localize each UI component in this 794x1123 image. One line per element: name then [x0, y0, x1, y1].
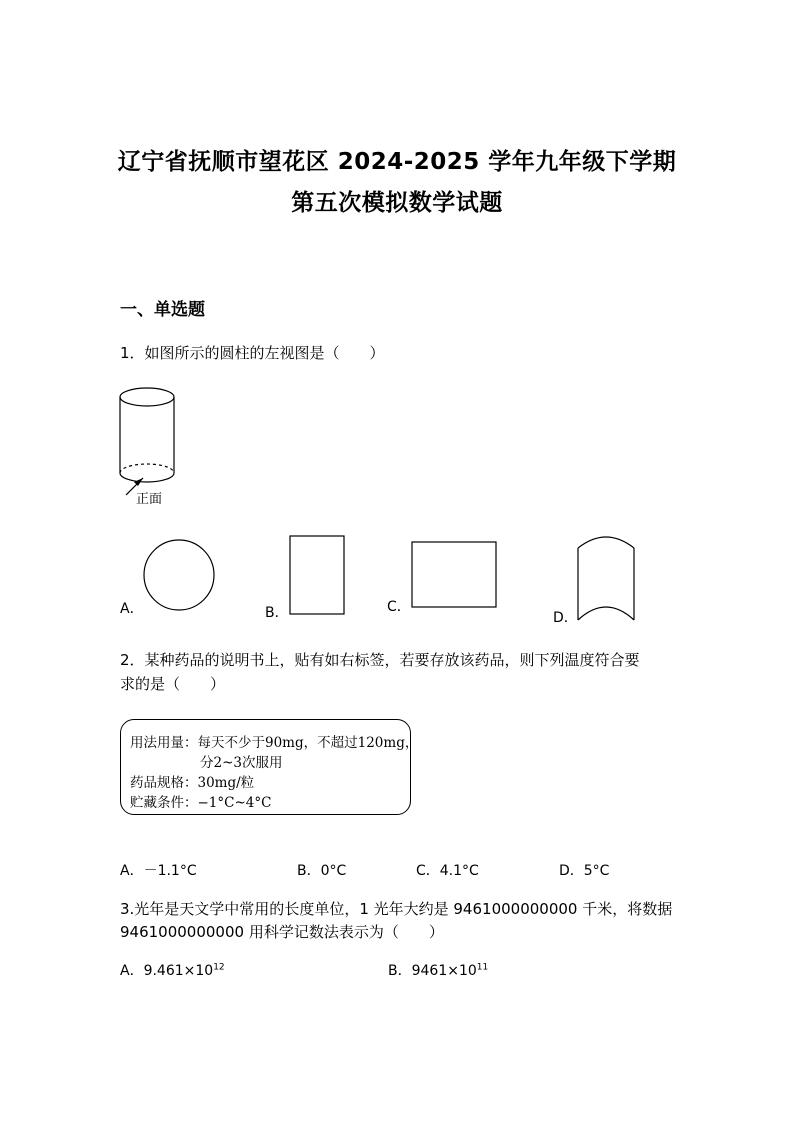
- q2-option-c[interactable]: C．4.1°C: [416, 863, 479, 879]
- q1-option-c-rectangle: [411, 541, 499, 609]
- q1-option-b-label[interactable]: B．: [265, 605, 289, 621]
- q1-option-d-shape: [575, 528, 639, 624]
- q3-option-b-base: B．9461×10: [388, 963, 477, 979]
- q1-option-a-circle: [142, 538, 218, 614]
- question-2-text-line1: 2．某种药品的说明书上，贴有如右标签，若要存放该药品，则下列温度符合要: [120, 651, 640, 669]
- page-title-line1: 辽宁省抚顺市望花区 2024-2025 学年九年级下学期: [117, 149, 677, 175]
- section-heading: 一、单选题: [120, 300, 205, 320]
- q3-option-b[interactable]: [388, 960, 488, 980]
- medicine-label-spec: 药品规格：30mg/粒: [130, 775, 255, 791]
- question-3-text-line1: 3.光年是天文学中常用的长度单位，1 光年大约是 9461000000000 千米，将数据: [120, 900, 673, 918]
- question-3-text-line2: 9461000000000 用科学记数法表示为（ ）: [120, 923, 444, 941]
- page-title-line2: 第五次模拟数学试题: [291, 190, 503, 216]
- medicine-label-storage: 贮藏条件：−1°C~4°C: [130, 795, 272, 811]
- q1-option-a-label[interactable]: A．: [120, 601, 144, 617]
- q1-option-d-label[interactable]: D．: [553, 610, 578, 626]
- medicine-label-dosage: 用法用量：每天不少于90mg，不超过120mg，: [130, 735, 419, 751]
- question-2-text-line2: 求的是（ ）: [120, 675, 226, 693]
- medicine-label-dosage-cont: 分2~3次服用: [200, 755, 283, 771]
- q2-option-a[interactable]: A．－1.1°C: [120, 863, 197, 879]
- q3-option-a[interactable]: [120, 960, 225, 980]
- q3-option-a-exponent: 12: [213, 962, 225, 973]
- question-1-text: 1．如图所示的圆柱的左视图是（ ）: [120, 344, 385, 362]
- q2-option-b[interactable]: B．0°C: [297, 863, 347, 879]
- figure-label-front: 正面: [136, 491, 163, 506]
- q3-option-b-exponent: 11: [476, 962, 489, 973]
- q2-option-d[interactable]: D．5°C: [559, 863, 610, 879]
- q1-option-c-label[interactable]: C．: [387, 599, 411, 615]
- q1-option-b-rectangle: [289, 535, 347, 617]
- q3-option-a-base: A．9.461×10: [120, 963, 214, 979]
